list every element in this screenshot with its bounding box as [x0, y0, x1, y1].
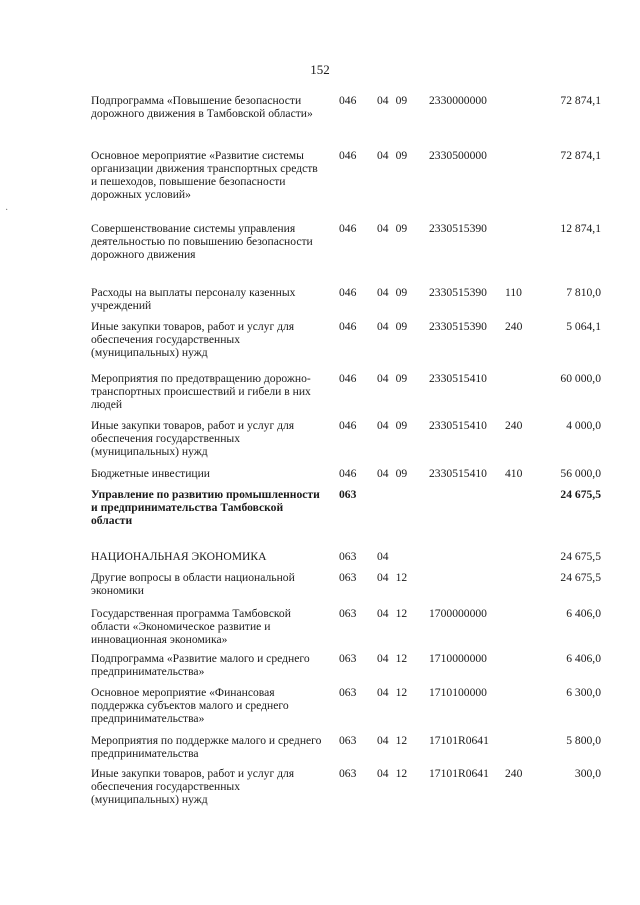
target-article-code: 1710100000	[429, 686, 487, 699]
subsection-code: 12	[395, 767, 408, 780]
section-code: 04	[377, 686, 389, 699]
subsection-code: 12	[395, 652, 408, 665]
section-subsection	[377, 686, 407, 699]
dept-code: 046	[339, 372, 357, 385]
table-row	[91, 488, 611, 527]
expense-type-code: 240	[505, 320, 523, 333]
section-subsection	[377, 571, 407, 584]
dept-code: 063	[339, 652, 357, 665]
row-name: Основное мероприятие «Развитие системы организации движения транспортных средств и пешеходов, повышение безопасности дорожных условий»	[91, 149, 318, 201]
section-subsection	[377, 286, 407, 299]
row-name: Подпрограмма «Развитие малого и среднего предпринимательства»	[91, 652, 310, 678]
section-code: 04	[377, 320, 389, 333]
subsection-code: 09	[395, 222, 408, 235]
row-name: Управление по развитию промышленности и предпринимательства Тамбовской области	[91, 488, 320, 527]
dept-code: 063	[339, 686, 357, 699]
section-subsection	[377, 550, 396, 563]
table-row	[91, 149, 611, 201]
amount: 7 810,0	[566, 286, 601, 299]
table-row	[91, 286, 611, 312]
subsection-code: 09	[395, 372, 408, 385]
section-subsection	[377, 607, 407, 620]
expense-type-code: 110	[505, 286, 522, 299]
amount: 24 675,5	[560, 571, 601, 584]
section-subsection	[377, 734, 407, 747]
section-code: 04	[377, 767, 389, 780]
target-article-code: 17101R0641	[429, 767, 489, 780]
subsection-code: 12	[395, 571, 408, 584]
section-code: 04	[377, 222, 389, 235]
row-name: Мероприятия по поддержке малого и среднего предпринимательства	[91, 734, 322, 760]
subsection-code: 09	[395, 419, 408, 432]
table-row	[91, 372, 611, 411]
subsection-code: 09	[395, 286, 408, 299]
section-subsection	[377, 652, 407, 665]
dept-code: 046	[339, 94, 357, 107]
amount: 4 000,0	[566, 419, 601, 432]
section-subsection	[377, 222, 407, 235]
amount: 6 300,0	[566, 686, 601, 699]
table-row	[91, 320, 611, 359]
section-subsection	[377, 767, 407, 780]
dept-code: 063	[339, 571, 357, 584]
target-article-code: 2330515410	[429, 372, 487, 385]
amount: 60 000,0	[560, 372, 601, 385]
page-number: 152	[310, 62, 330, 77]
row-name: Иные закупки товаров, работ и услуг для обеспечения государственных (муниципальных) нужд	[91, 767, 295, 806]
section-code: 04	[377, 467, 389, 480]
amount: 6 406,0	[566, 607, 601, 620]
table-row	[91, 686, 611, 725]
dept-code: 046	[339, 149, 357, 162]
table-row	[91, 571, 611, 597]
section-code: 04	[377, 571, 389, 584]
expense-type-code: 240	[505, 767, 523, 780]
amount: 5 064,1	[566, 320, 601, 333]
subsection-code: 09	[395, 320, 408, 333]
target-article-code: 2330000000	[429, 94, 487, 107]
section-code: 04	[377, 94, 389, 107]
amount: 300,0	[574, 767, 601, 780]
amount: 24 675,5	[560, 488, 601, 501]
subsection-code: 12	[395, 686, 408, 699]
section-code: 04	[377, 372, 389, 385]
section-subsection	[377, 320, 407, 333]
table-row	[91, 222, 611, 261]
section-code: 04	[377, 550, 389, 563]
section-subsection	[377, 149, 407, 162]
amount: 5 800,0	[566, 734, 601, 747]
table-row	[91, 467, 611, 480]
table-row	[91, 94, 611, 120]
target-article-code: 2330515410	[429, 419, 487, 432]
amount: 6 406,0	[566, 652, 601, 665]
section-subsection	[377, 419, 407, 432]
target-article-code: 2330515410	[429, 467, 487, 480]
table-row	[91, 652, 611, 678]
target-article-code: 17101R0641	[429, 734, 489, 747]
subsection-code: 12	[395, 607, 408, 620]
expense-type-code: 410	[505, 467, 523, 480]
row-name: Иные закупки товаров, работ и услуг для обеспечения государственных (муниципальных) нужд	[91, 320, 295, 359]
section-code: 04	[377, 286, 389, 299]
subsection-code: 09	[395, 149, 408, 162]
dept-code: 063	[339, 550, 357, 563]
row-name: Мероприятия по предотвращению дорожно-транспортных происшествий и гибели в них людей	[91, 372, 311, 411]
table-row	[91, 734, 611, 760]
section-code: 04	[377, 652, 389, 665]
row-name: НАЦИОНАЛЬНАЯ ЭКОНОМИКА	[91, 550, 267, 563]
dept-code: 046	[339, 419, 357, 432]
target-article-code: 2330500000	[429, 149, 487, 162]
target-article-code: 2330515390	[429, 286, 487, 299]
target-article-code: 1700000000	[429, 607, 487, 620]
row-name: Основное мероприятие «Финансовая поддержка субъектов малого и среднего предпринимательства»	[91, 686, 289, 725]
section-subsection	[377, 372, 407, 385]
amount: 72 874,1	[560, 94, 601, 107]
dept-code: 063	[339, 607, 357, 620]
row-name: Совершенствование системы управления деятельностью по повышению безопасности дорожного движения	[91, 222, 313, 261]
amount: 12 874,1	[560, 222, 601, 235]
dept-code: 046	[339, 222, 357, 235]
target-article-code: 2330515390	[429, 320, 487, 333]
dept-code: 046	[339, 320, 357, 333]
row-name: Расходы на выплаты персоналу казенных учреждений	[91, 286, 296, 312]
section-subsection	[377, 488, 384, 501]
row-name: Государственная программа Тамбовской области «Экономическое развитие и инновационная экономика»	[91, 607, 291, 646]
expense-type-code: 240	[505, 419, 523, 432]
table-row	[91, 767, 611, 806]
table-row	[91, 419, 611, 458]
amount: 24 675,5	[560, 550, 601, 563]
section-subsection	[377, 94, 407, 107]
margin-mark: ·	[5, 205, 9, 216]
section-code: 04	[377, 607, 389, 620]
subsection-code: 12	[395, 734, 408, 747]
target-article-code: 1710000000	[429, 652, 487, 665]
dept-code: 046	[339, 467, 357, 480]
dept-code: 063	[339, 734, 357, 747]
subsection-code: 09	[395, 467, 408, 480]
dept-code: 063	[339, 488, 357, 501]
amount: 56 000,0	[560, 467, 601, 480]
section-code: 04	[377, 419, 389, 432]
dept-code: 063	[339, 767, 357, 780]
amount: 72 874,1	[560, 149, 601, 162]
row-name: Другие вопросы в области национальной экономики	[91, 571, 295, 597]
section-subsection	[377, 467, 407, 480]
subsection-code: 09	[395, 94, 408, 107]
section-code: 04	[377, 734, 389, 747]
section-code: 04	[377, 149, 389, 162]
row-name: Бюджетные инвестиции	[91, 467, 211, 480]
target-article-code: 2330515390	[429, 222, 487, 235]
row-name: Иные закупки товаров, работ и услуг для обеспечения государственных (муниципальных) нужд	[91, 419, 295, 458]
table-row	[91, 550, 611, 563]
table-row	[91, 607, 611, 646]
dept-code: 046	[339, 286, 357, 299]
row-name: Подпрограмма «Повышение безопасности дорожного движения в Тамбовской области»	[91, 94, 313, 120]
